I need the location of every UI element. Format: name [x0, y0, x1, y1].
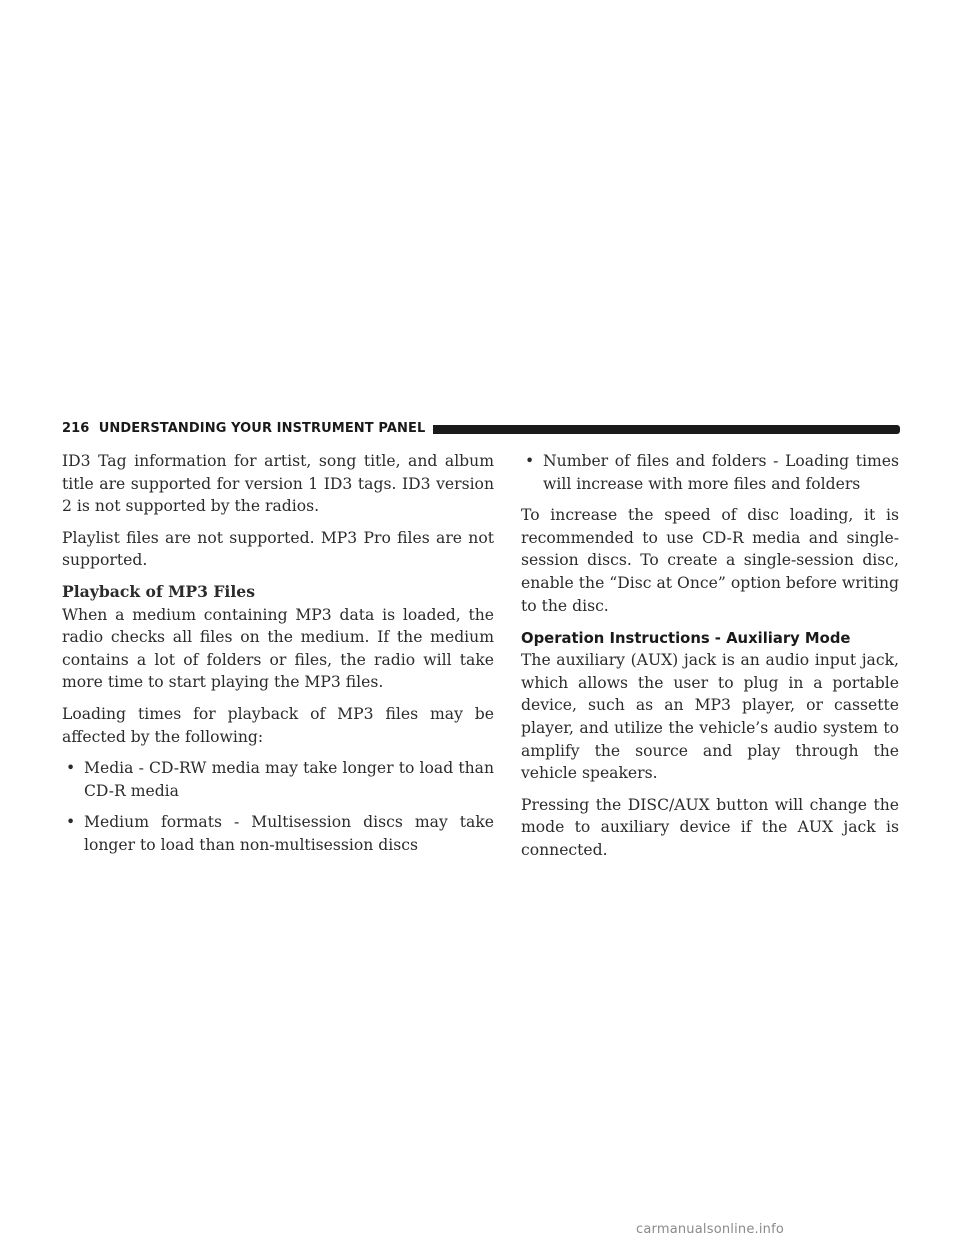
- list-item-text: Medium formats - Multisession discs may take longer to load than non-multisession discs: [84, 813, 494, 854]
- list-item-text: Number of files and folders - Loading times will increase with more files and folders: [543, 452, 899, 493]
- paragraph-disc-aux-button: Pressing the DISC/AUX button will change the mode to auxiliary device if the AUX jack is connected.: [521, 795, 899, 859]
- paragraph-disc-loading: To increase the speed of disc loading, it is recommended to use CD-R media and single-session discs. To create a single-session disc, enable the “Disc at Once” option before writing to the disc.: [521, 506, 899, 615]
- page-number: 216: [62, 421, 90, 436]
- right-column: [521, 450, 899, 871]
- paragraph-id3-tags: ID3 Tag information for artist, song title, and album title are supported for version 1 ID3 tags. ID3 version 2 is not supported by the radios.: [62, 452, 494, 516]
- bullet-icon: •: [66, 813, 76, 832]
- bullet-icon: •: [66, 759, 76, 778]
- list-item: [62, 757, 494, 802]
- list-item-text: Media - CD-RW media may take longer to load than CD-R media: [84, 759, 494, 800]
- bullet-list-left: [62, 757, 494, 856]
- paragraph-medium-loaded: When a medium containing MP3 data is loaded, the radio checks all files on the medium. If the medium contains a lot of folders or files, the radio will take more time to start playing the MP3 files.: [62, 605, 494, 692]
- header-rule: [433, 425, 900, 434]
- list-item: [521, 450, 899, 495]
- bullet-icon: •: [525, 452, 535, 470]
- page-header: [62, 421, 900, 437]
- paragraph-aux-jack: The auxiliary (AUX) jack is an audio input jack, which allows the user to plug in a portable device, such as an MP3 player, or cassette player, and utilize the vehicle’s audio system to amplify the source and play through the vehicle speakers.: [521, 651, 899, 783]
- paragraph-loading-times: Loading times for playback of MP3 files may be affected by the following:: [62, 704, 494, 746]
- list-item: [62, 811, 494, 856]
- subheading-playback-mp3: Playback of MP3 Files: [62, 581, 255, 601]
- section-title: UNDERSTANDING YOUR INSTRUMENT PANEL: [98, 421, 426, 436]
- bullet-list-right: [521, 450, 899, 495]
- header-spacer: [89, 421, 98, 437]
- left-column: [62, 450, 494, 866]
- watermark-link[interactable]: carmanualsonline.info: [636, 1222, 785, 1237]
- paragraph-playlist: Playlist files are not supported. MP3 Pro files are not supported.: [62, 528, 494, 570]
- heading-aux-mode: Operation Instructions - Auxiliary Mode: [521, 630, 851, 648]
